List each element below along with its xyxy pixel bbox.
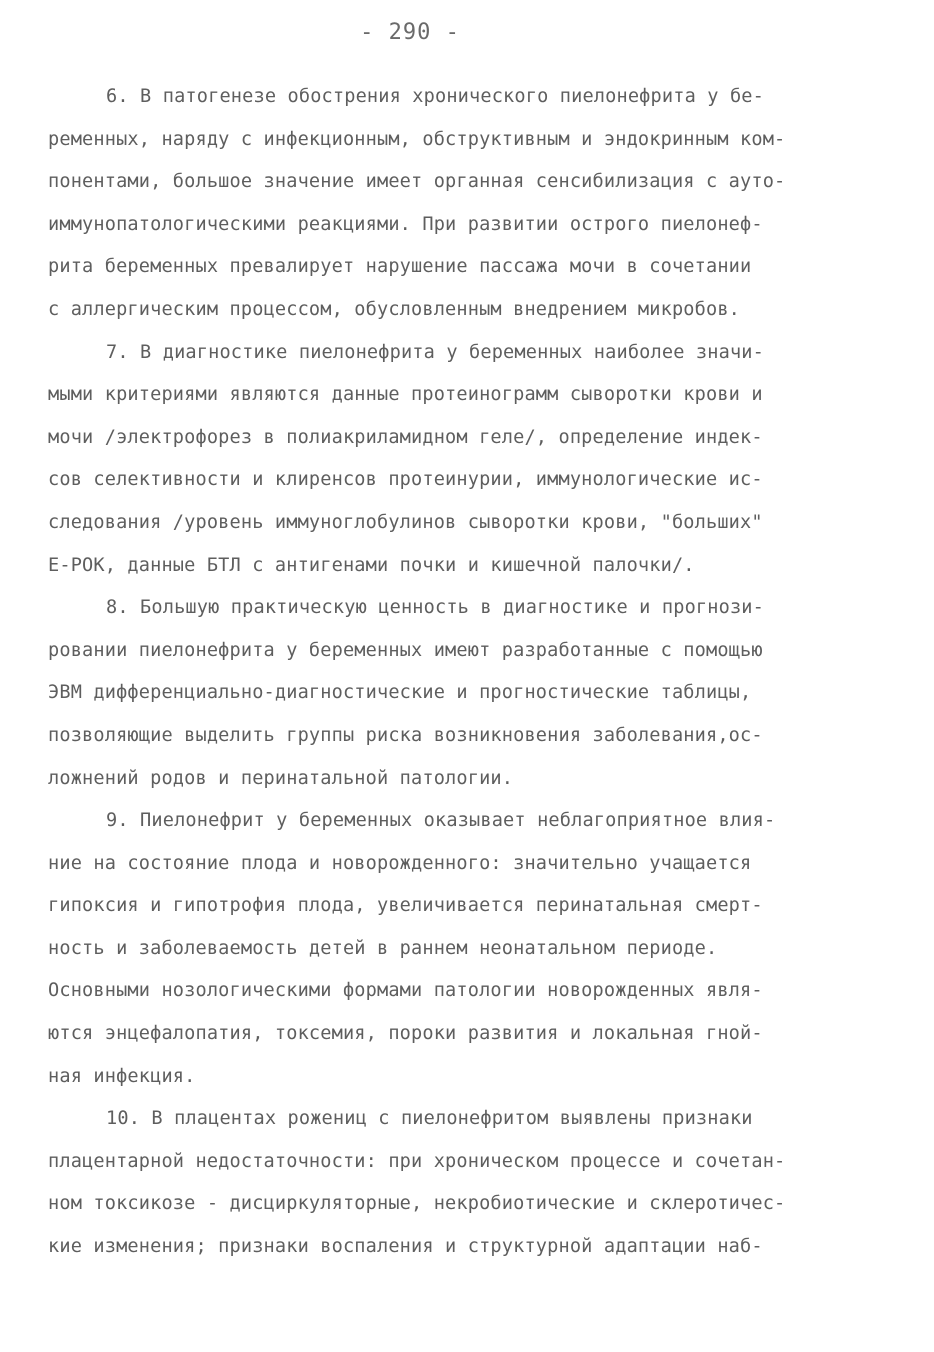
paragraph-8-line-1: 8. Большую практическую ценность в диагностике и прогнози- [106, 597, 764, 619]
paragraph-6-line-2: ременных, наряду с инфекционным, обструктивным и эндокринным ком- [48, 128, 786, 150]
paragraph-7-line-3: мочи /электрофорез в полиакриламидном геле/, определение индек- [48, 426, 763, 448]
paragraph-9-line-7: ная инфекция. [48, 1065, 196, 1087]
paragraph-6-line-4: иммунопатологическими реакциями. При развитии острого пиелонеф- [48, 213, 763, 235]
paragraph-7-line-4: сов селективности и клиренсов протеинурии, иммунологические ис- [48, 469, 763, 491]
paragraph-7-line-6: Е-РОК, данные БТЛ с антигенами почки и кишечной палочки/. [48, 554, 695, 576]
paragraph-10-line-4: кие изменения; признаки воспаления и структурной адаптации наб- [48, 1236, 763, 1258]
paragraph-8-line-4: позволяющие выделить группы риска возникновения заболевания,ос- [48, 724, 763, 746]
paragraph-7-line-1: 7. В диагностике пиелонефрита у беременных наиболее значи- [106, 341, 764, 363]
page-number: - 290 - [360, 20, 460, 45]
paragraph-9-line-1: 9. Пиелонефрит у беременных оказывает неблагоприятное влия- [106, 810, 776, 832]
paragraph-6-line-5: рита беременных превалирует нарушение пассажа мочи в сочетании [48, 256, 752, 278]
paragraph-10-line-1: 10. В плацентах рожениц с пиелонефритом выявлены признаки [106, 1108, 753, 1130]
paragraph-9-line-3: гипоксия и гипотрофия плода, увеличивается перинатальная смерт- [48, 895, 763, 917]
paragraph-7-line-2: мыми критериями являются данные протеинограмм сыворотки крови и [48, 384, 763, 406]
paragraph-7-line-5: следования /уровень иммуноглобулинов сыворотки крови, "больших" [48, 511, 763, 533]
paragraph-10-line-2: плацентарной недостаточности: при хроническом процессе и сочетан- [48, 1150, 786, 1172]
document-text [48, 76, 878, 1269]
paragraph-6-line-1: 6. В патогенезе обострения хронического пиелонефрита у бе- [106, 86, 764, 107]
paragraph-9-line-4: ность и заболеваемость детей в раннем неонатальном периоде. [48, 937, 718, 959]
paragraph-10-line-3: ном токсикозе - дисциркуляторные, некробиотические и склеротичес- [48, 1193, 786, 1215]
paragraph-8-line-2: ровании пиелонефрита у беременных имеют разработанные с помощью [48, 639, 763, 661]
paragraph-8-line-3: ЭВМ дифференциально-диагностические и прогностические таблицы, [48, 682, 752, 704]
paragraph-9-line-6: ются энцефалопатия, токсемия, пороки развития и локальная гной- [48, 1023, 763, 1045]
paragraph-9-line-2: ние на состояние плода и новорожденного: значительно учащается [48, 852, 752, 874]
paragraph-8-line-5: ложнений родов и перинатальной патологии. [48, 767, 514, 789]
paragraph-6-line-6: с аллергическим процессом, обусловленным внедрением микробов. [48, 298, 741, 320]
paragraph-6-line-3: понентами, большое значение имеет органная сенсибилизация с ауто- [48, 171, 786, 193]
paragraph-9-line-5: Основными нозологическими формами патологии новорожденных явля- [48, 980, 763, 1002]
